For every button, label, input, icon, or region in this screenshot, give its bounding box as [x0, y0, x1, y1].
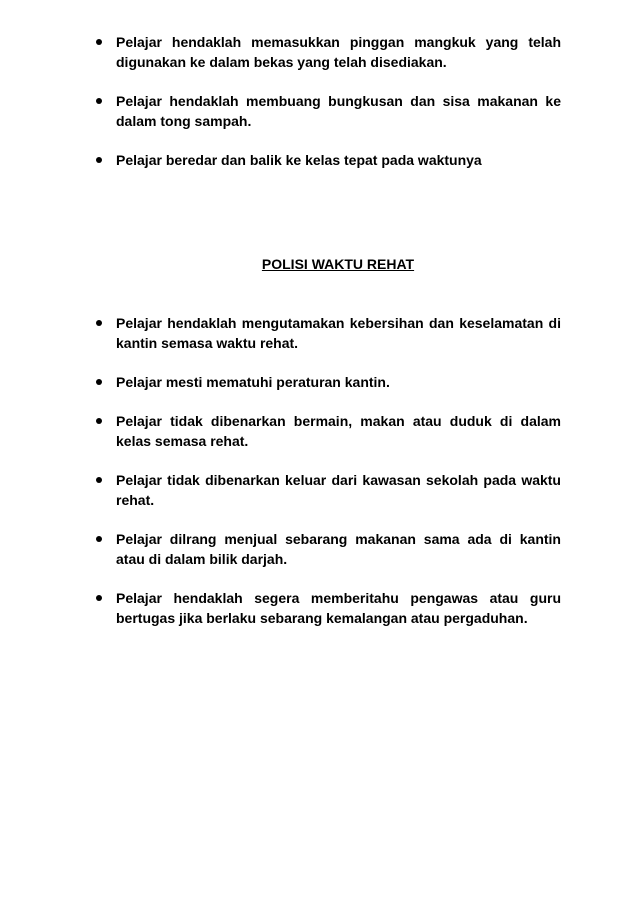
list-item-text: Pelajar tidak dibenarkan keluar dari kawasan sekolah pada waktu rehat. — [116, 472, 561, 508]
bullet-icon — [96, 320, 102, 326]
bullet-icon — [96, 595, 102, 601]
list-item — [96, 150, 561, 170]
list-item-text: Pelajar dilrang menjual sebarang makanan sama ada di kantin atau di dalam bilik darjah. — [116, 531, 561, 567]
list-item — [96, 529, 561, 569]
bullet-icon — [96, 477, 102, 483]
list-item — [96, 470, 561, 510]
list-item-text: Pelajar hendaklah mengutamakan kebersihan dan keselamatan di kantin semasa waktu rehat. — [116, 315, 561, 351]
list-item-text: Pelajar mesti mematuhi peraturan kantin. — [116, 374, 390, 390]
list-item — [96, 32, 561, 72]
bullet-icon — [96, 98, 102, 104]
list-item-text: Pelajar hendaklah memasukkan pinggan mangkuk yang telah digunakan ke dalam bekas yang telah disediakan. — [116, 34, 561, 70]
list-item-text: Pelajar beredar dan balik ke kelas tepat pada waktunya — [116, 152, 482, 168]
list-item — [96, 372, 561, 392]
bullet-icon — [96, 39, 102, 45]
rest-time-policy-list — [96, 313, 561, 647]
canteen-rules-list — [96, 32, 561, 189]
list-item-text: Pelajar hendaklah membuang bungkusan dan sisa makanan ke dalam tong sampah. — [116, 93, 561, 129]
list-item — [96, 588, 561, 628]
bullet-icon — [96, 157, 102, 163]
list-item — [96, 313, 561, 353]
list-item-text: Pelajar hendaklah segera memberitahu pengawas atau guru bertugas jika berlaku sebarang kemalangan atau pergaduhan. — [116, 590, 561, 626]
bullet-icon — [96, 379, 102, 385]
list-item-text: Pelajar tidak dibenarkan bermain, makan atau duduk di dalam kelas semasa rehat. — [116, 413, 561, 449]
section-title: POLISI WAKTU REHAT — [261, 256, 415, 272]
bullet-icon — [96, 418, 102, 424]
list-item — [96, 411, 561, 451]
list-item — [96, 91, 561, 131]
bullet-icon — [96, 536, 102, 542]
